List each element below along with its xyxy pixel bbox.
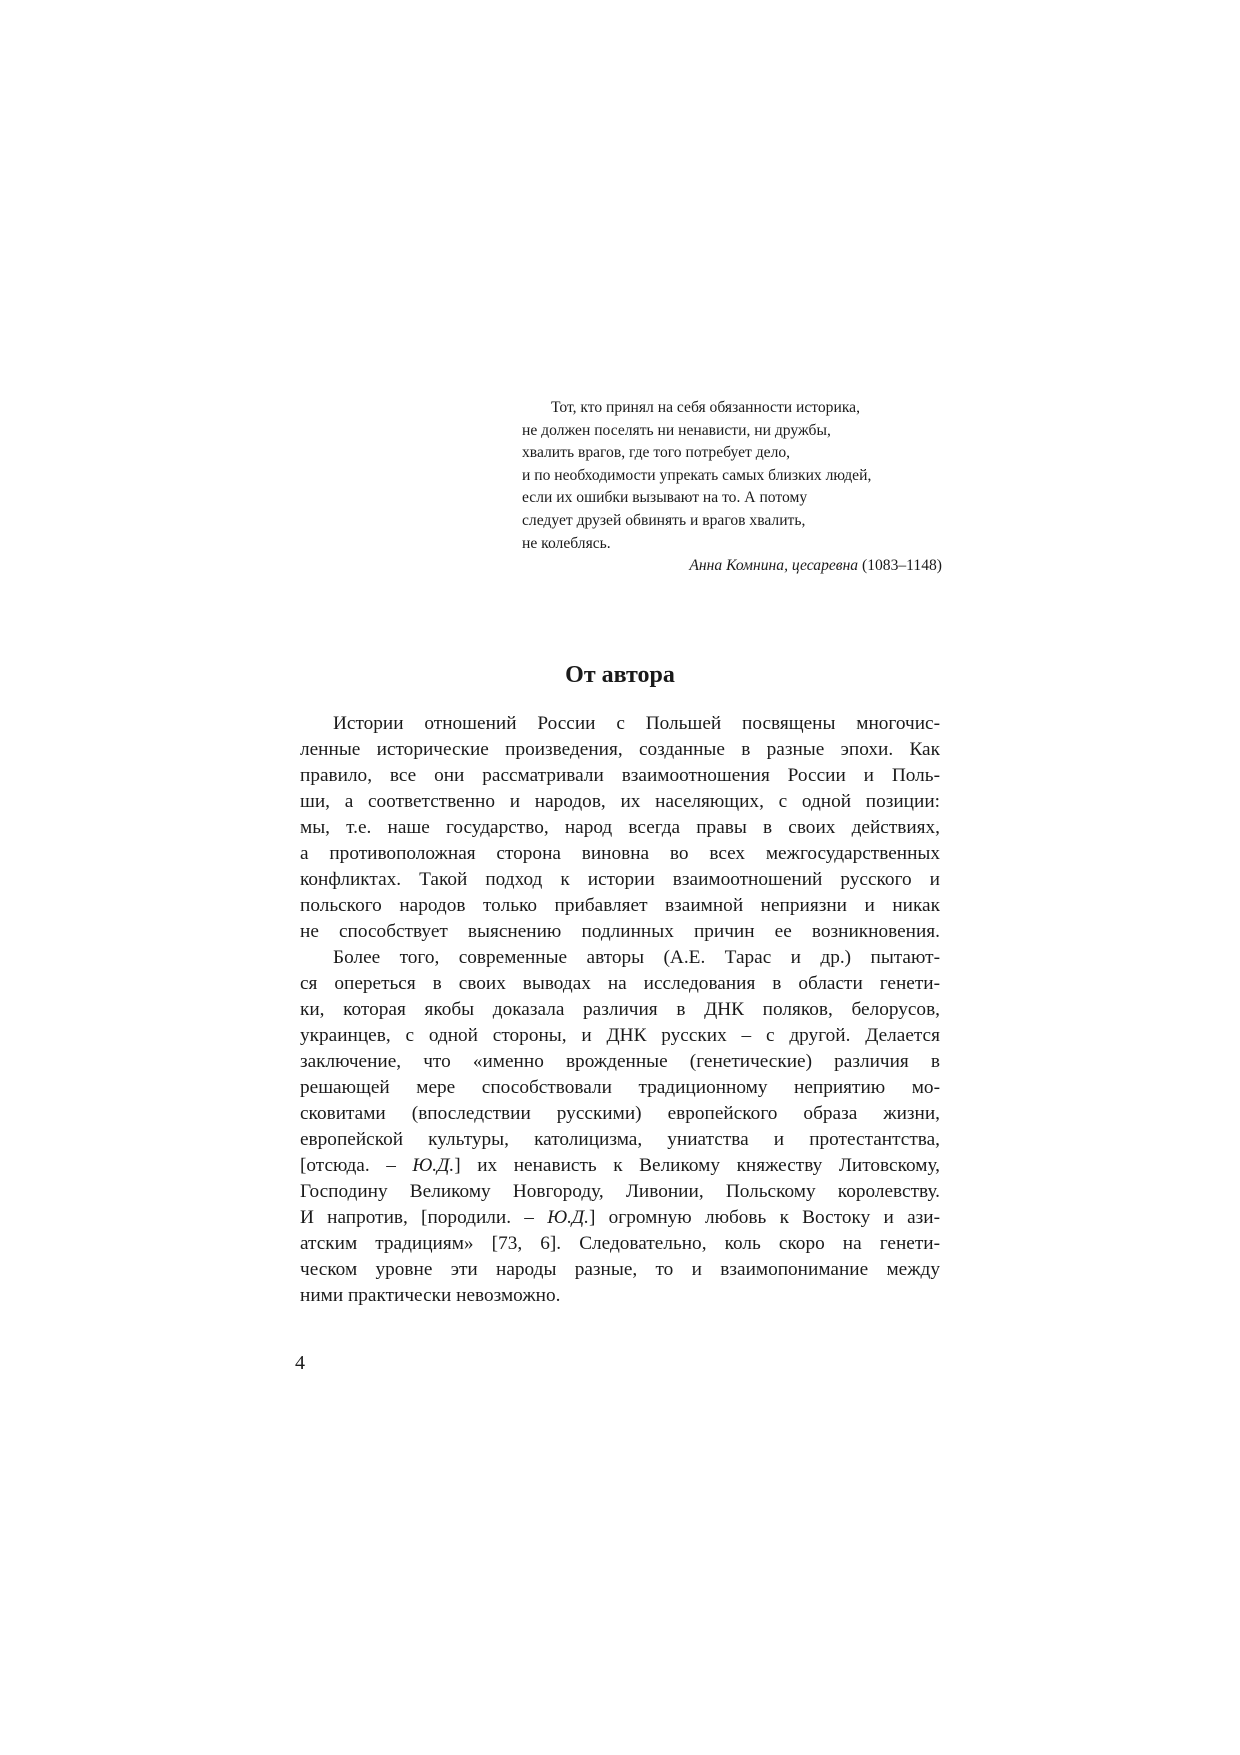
epigraph-line: Тот, кто принял на себя обязанности историка,	[551, 399, 860, 416]
text-line	[300, 1153, 940, 1179]
text-line: правило, все они рассматривали взаимоотношения России и Поль-	[300, 765, 940, 786]
text-line: решающей мере способствовали традиционному неприятию мо-	[300, 1077, 940, 1098]
epigraph-attribution	[522, 555, 942, 578]
text-line: не способствует выяснению подлинных причин ее возникновения.	[300, 921, 940, 942]
text-line	[300, 1205, 940, 1231]
text-line: Более того, современные авторы (А.Е. Тарас и др.) пытают-	[333, 947, 940, 968]
epigraph-line: если их ошибки вызывают на то. А потому	[522, 489, 808, 507]
text-fragment: [отсюда. –	[300, 1155, 413, 1176]
epigraph-line: хвалить врагов, где того потребует дело,	[522, 444, 791, 462]
epigraph-line: не должен поселять ни ненависти, ни дружбы,	[522, 421, 831, 439]
text-line: мы, т.е. наше государство, народ всегда правы в своих действиях,	[300, 817, 940, 838]
author-initials: Ю.Д.	[412, 1155, 455, 1176]
text-line: ними практически невозможно.	[300, 1285, 561, 1306]
epigraph-line: не колеблясь.	[522, 534, 611, 552]
epigraph-years: (1083–1148)	[858, 557, 942, 575]
text-fragment: ] их ненависть к Великому княжеству Литовскому,	[454, 1155, 941, 1176]
epigraph-line: следует друзей обвинять и врагов хвалить,	[522, 511, 806, 529]
text-line: конфликтах. Такой подход к истории взаимоотношений русского и	[300, 869, 940, 890]
text-line: сковитами (впоследствии русскими) европейского образа жизни,	[300, 1103, 940, 1124]
chapter-heading: От автора	[565, 662, 675, 688]
paragraph-2	[300, 945, 940, 1309]
paragraph-1	[300, 711, 940, 945]
epigraph-author: Анна Комнина, цесаревна	[689, 557, 859, 575]
text-fragment: И напротив, [породили. –	[300, 1207, 548, 1228]
text-line: украинцев, с одной стороны, и ДНК русских – с другой. Делается	[300, 1025, 940, 1046]
text-line: ши, а соответственно и народов, их населяющих, с одной позиции:	[300, 791, 940, 812]
text-line: Истории отношений России с Польшей посвящены многочис-	[333, 713, 940, 734]
text-line: а противоположная сторона виновна во всех межгосударственных	[300, 843, 940, 864]
text-line: заключение, что «именно врожденные (генетические) различия в	[300, 1051, 940, 1072]
text-line: польского народов только прибавляет взаимной неприязни и никак	[300, 895, 940, 916]
text-line: ческом уровне эти народы разные, то и взаимопонимание между	[300, 1259, 940, 1280]
text-line: ки, которая якобы доказала различия в ДНК поляков, белорусов,	[300, 999, 940, 1020]
text-line: ся опереться в своих выводах на исследования в области генети-	[300, 973, 940, 994]
body-text	[300, 711, 940, 1309]
text-line: ленные исторические произведения, созданные в разные эпохи. Как	[300, 739, 940, 760]
text-line: европейской культуры, католицизма, униатства и протестантства,	[300, 1129, 940, 1150]
epigraph-line: и по необходимости упрекать самых близких людей,	[522, 466, 872, 484]
epigraph	[522, 397, 942, 578]
page-number: 4	[295, 1352, 305, 1374]
author-initials: Ю.Д.	[547, 1207, 589, 1228]
text-line: атским традициям» [73, 6]. Следовательно, коль скоро на генети-	[300, 1233, 940, 1254]
text-fragment: ] огромную любовь к Востоку и ази-	[589, 1207, 940, 1228]
text-line: Господину Великому Новгороду, Ливонии, Польскому королевству.	[300, 1181, 940, 1202]
